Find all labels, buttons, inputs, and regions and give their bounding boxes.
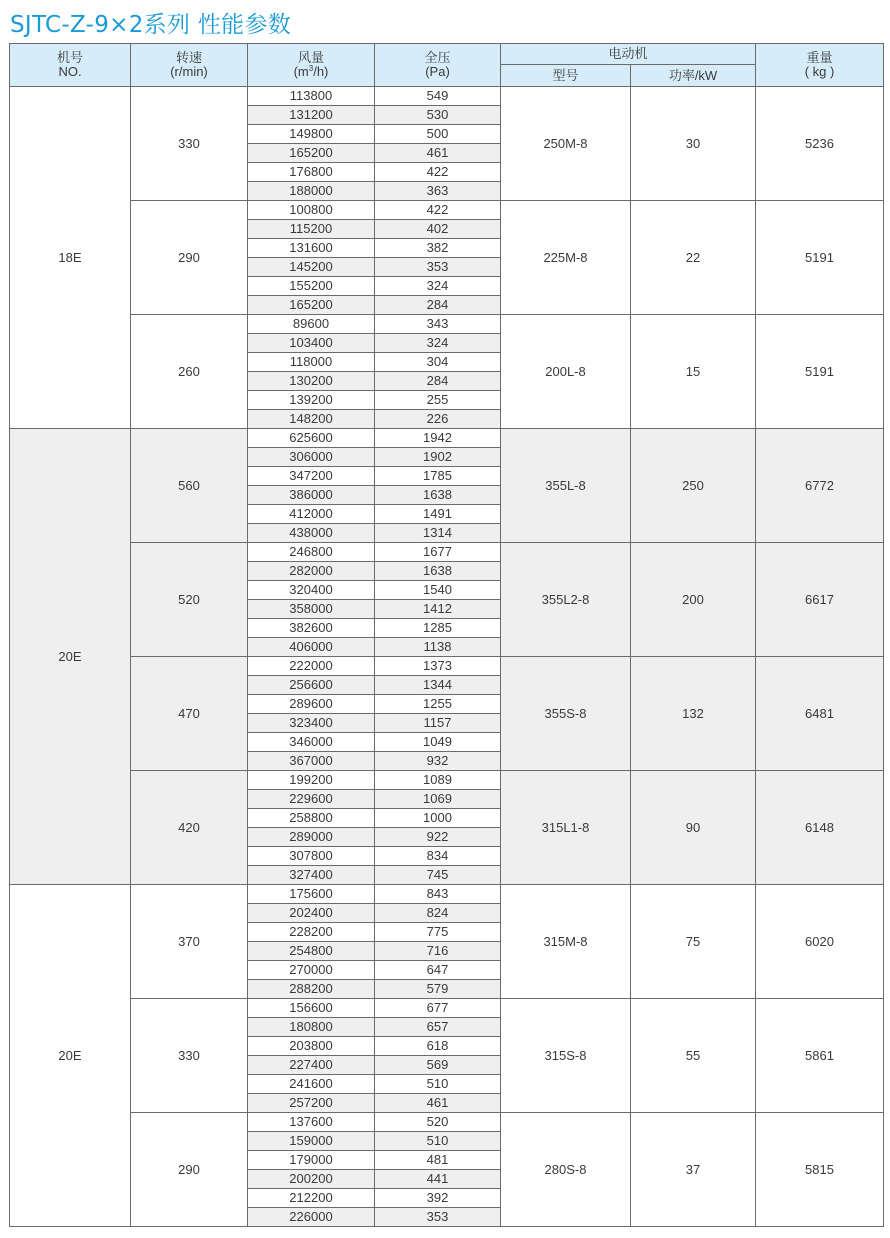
pressure-cell: 549: [375, 87, 501, 106]
header-speed-cn: 转速: [175, 50, 202, 65]
airflow-cell: 165200: [248, 296, 375, 315]
weight-cell: 5236: [756, 87, 884, 201]
pressure-cell: 775: [375, 923, 501, 942]
airflow-cell: 131600: [248, 239, 375, 258]
airflow-cell: 148200: [248, 410, 375, 429]
airflow-cell: 175600: [248, 885, 375, 904]
pressure-cell: 353: [375, 1208, 501, 1227]
speed-cell: 330: [131, 87, 248, 201]
pressure-cell: 402: [375, 220, 501, 239]
pressure-cell: 510: [375, 1132, 501, 1151]
airflow-cell: 165200: [248, 144, 375, 163]
airflow-cell: 155200: [248, 277, 375, 296]
airflow-cell: 179000: [248, 1151, 375, 1170]
table-row: [10, 885, 884, 904]
airflow-cell: 289000: [248, 828, 375, 847]
weight-cell: 6148: [756, 771, 884, 885]
header-speed-unit: (r/min): [170, 64, 208, 79]
airflow-cell: 346000: [248, 733, 375, 752]
speed-cell: 520: [131, 543, 248, 657]
table-row: [10, 87, 884, 106]
table-row: [10, 315, 884, 334]
airflow-cell: 367000: [248, 752, 375, 771]
pressure-cell: 284: [375, 372, 501, 391]
table-row: [10, 999, 884, 1018]
airflow-cell: 347200: [248, 467, 375, 486]
airflow-cell: 159000: [248, 1132, 375, 1151]
airflow-cell: 289600: [248, 695, 375, 714]
airflow-cell: 226000: [248, 1208, 375, 1227]
airflow-cell: 406000: [248, 638, 375, 657]
speed-cell: 290: [131, 201, 248, 315]
weight-cell: 5815: [756, 1113, 884, 1227]
header-airflow-unit: [248, 65, 374, 79]
pressure-cell: 1069: [375, 790, 501, 809]
airflow-cell: 212200: [248, 1189, 375, 1208]
motor-power-cell: 37: [631, 1113, 756, 1227]
speed-cell: 560: [131, 429, 248, 543]
table-body: [10, 87, 884, 1227]
pressure-cell: 284: [375, 296, 501, 315]
performance-table: [9, 43, 884, 1227]
motor-type-cell: 225M-8: [501, 201, 631, 315]
airflow-cell: 200200: [248, 1170, 375, 1189]
airflow-cell: 145200: [248, 258, 375, 277]
header-model-no-cn: 机号: [56, 50, 83, 65]
pressure-cell: 382: [375, 239, 501, 258]
pressure-cell: 932: [375, 752, 501, 771]
weight-cell: 6617: [756, 543, 884, 657]
pressure-cell: 1785: [375, 467, 501, 486]
airflow-cell: 288200: [248, 980, 375, 999]
header-pressure-cn: 全压: [424, 50, 451, 65]
airflow-cell: 156600: [248, 999, 375, 1018]
airflow-cell: 229600: [248, 790, 375, 809]
pressure-cell: 1491: [375, 505, 501, 524]
pressure-cell: 422: [375, 201, 501, 220]
pressure-cell: 922: [375, 828, 501, 847]
airflow-cell: 386000: [248, 486, 375, 505]
pressure-cell: 422: [375, 163, 501, 182]
airflow-cell: 188000: [248, 182, 375, 201]
pressure-cell: 510: [375, 1075, 501, 1094]
airflow-cell: 199200: [248, 771, 375, 790]
airflow-cell: 306000: [248, 448, 375, 467]
airflow-unit-pre: (m: [293, 64, 309, 79]
pressure-cell: 1255: [375, 695, 501, 714]
header-airflow-cn: 风量: [297, 50, 324, 65]
pressure-cell: 1373: [375, 657, 501, 676]
header-weight: [756, 44, 884, 87]
pressure-cell: 1344: [375, 676, 501, 695]
table-row: [10, 1113, 884, 1132]
airflow-cell: 131200: [248, 106, 375, 125]
motor-power-cell: 90: [631, 771, 756, 885]
header-model-no-en: NO.: [58, 64, 82, 79]
pressure-cell: 1089: [375, 771, 501, 790]
pressure-cell: 1942: [375, 429, 501, 448]
header-pressure-unit: (Pa): [425, 64, 450, 79]
weight-cell: 6481: [756, 657, 884, 771]
table-row: [10, 543, 884, 562]
motor-type-cell: 315S-8: [501, 999, 631, 1113]
motor-power-cell: 22: [631, 201, 756, 315]
pressure-cell: 1285: [375, 619, 501, 638]
header-motor-type: 型号: [501, 65, 631, 87]
motor-type-cell: 250M-8: [501, 87, 631, 201]
airflow-cell: 137600: [248, 1113, 375, 1132]
airflow-unit-post: /h): [313, 64, 329, 79]
pressure-cell: 255: [375, 391, 501, 410]
pressure-cell: 1638: [375, 486, 501, 505]
speed-cell: 290: [131, 1113, 248, 1227]
motor-power-cell: 55: [631, 999, 756, 1113]
airflow-cell: 327400: [248, 866, 375, 885]
weight-cell: 6020: [756, 885, 884, 999]
motor-power-cell: 250: [631, 429, 756, 543]
pressure-cell: 579: [375, 980, 501, 999]
airflow-cell: 222000: [248, 657, 375, 676]
motor-type-cell: 315M-8: [501, 885, 631, 999]
header-airflow: [248, 44, 375, 87]
pressure-cell: 392: [375, 1189, 501, 1208]
pressure-cell: 1412: [375, 600, 501, 619]
header-speed: [131, 44, 248, 87]
airflow-cell: 130200: [248, 372, 375, 391]
pressure-cell: 569: [375, 1056, 501, 1075]
model-no-cell: 18E: [10, 87, 131, 429]
speed-cell: 420: [131, 771, 248, 885]
header-weight-cn: 重量: [806, 50, 833, 65]
pressure-cell: 657: [375, 1018, 501, 1037]
pressure-cell: 1540: [375, 581, 501, 600]
pressure-cell: 647: [375, 961, 501, 980]
airflow-cell: 438000: [248, 524, 375, 543]
airflow-cell: 89600: [248, 315, 375, 334]
airflow-cell: 100800: [248, 201, 375, 220]
speed-cell: 470: [131, 657, 248, 771]
pressure-cell: 1000: [375, 809, 501, 828]
page-title: SJTC-Z-9×2系列 性能参数: [10, 12, 292, 38]
pressure-cell: 618: [375, 1037, 501, 1056]
pressure-cell: 500: [375, 125, 501, 144]
pressure-cell: 824: [375, 904, 501, 923]
weight-cell: 6772: [756, 429, 884, 543]
pressure-cell: 441: [375, 1170, 501, 1189]
header-model-no: [10, 44, 131, 87]
airflow-cell: 282000: [248, 562, 375, 581]
pressure-cell: 226: [375, 410, 501, 429]
pressure-cell: 1138: [375, 638, 501, 657]
pressure-cell: 834: [375, 847, 501, 866]
airflow-cell: 103400: [248, 334, 375, 353]
motor-power-cell: 200: [631, 543, 756, 657]
airflow-cell: 254800: [248, 942, 375, 961]
table-row: [10, 429, 884, 448]
airflow-cell: 202400: [248, 904, 375, 923]
speed-cell: 260: [131, 315, 248, 429]
pressure-cell: 1902: [375, 448, 501, 467]
pressure-cell: 745: [375, 866, 501, 885]
header-motor: 电动机: [501, 44, 756, 65]
pressure-cell: 1157: [375, 714, 501, 733]
airflow-cell: 241600: [248, 1075, 375, 1094]
airflow-cell: 149800: [248, 125, 375, 144]
pressure-cell: 481: [375, 1151, 501, 1170]
airflow-unit-sup: 3: [308, 64, 314, 73]
airflow-cell: 256600: [248, 676, 375, 695]
motor-power-cell: 132: [631, 657, 756, 771]
airflow-cell: 203800: [248, 1037, 375, 1056]
airflow-cell: 139200: [248, 391, 375, 410]
motor-type-cell: 315L1-8: [501, 771, 631, 885]
motor-power-cell: 15: [631, 315, 756, 429]
airflow-cell: 228200: [248, 923, 375, 942]
airflow-cell: 270000: [248, 961, 375, 980]
airflow-cell: 258800: [248, 809, 375, 828]
speed-cell: 370: [131, 885, 248, 999]
pressure-cell: 716: [375, 942, 501, 961]
airflow-cell: 257200: [248, 1094, 375, 1113]
pressure-cell: 843: [375, 885, 501, 904]
weight-cell: 5861: [756, 999, 884, 1113]
pressure-cell: 677: [375, 999, 501, 1018]
airflow-cell: 246800: [248, 543, 375, 562]
pressure-cell: 353: [375, 258, 501, 277]
airflow-cell: 115200: [248, 220, 375, 239]
pressure-cell: 324: [375, 277, 501, 296]
airflow-cell: 320400: [248, 581, 375, 600]
weight-cell: 5191: [756, 201, 884, 315]
airflow-cell: 180800: [248, 1018, 375, 1037]
airflow-cell: 323400: [248, 714, 375, 733]
pressure-cell: 1314: [375, 524, 501, 543]
header-pressure: [375, 44, 501, 87]
pressure-cell: 520: [375, 1113, 501, 1132]
motor-type-cell: 355L-8: [501, 429, 631, 543]
airflow-cell: 118000: [248, 353, 375, 372]
airflow-cell: 227400: [248, 1056, 375, 1075]
motor-power-cell: 30: [631, 87, 756, 201]
table-row: [10, 771, 884, 790]
motor-type-cell: 200L-8: [501, 315, 631, 429]
speed-cell: 330: [131, 999, 248, 1113]
header-motor-power: 功率/kW: [631, 65, 756, 87]
motor-type-cell: 355L2-8: [501, 543, 631, 657]
airflow-cell: 382600: [248, 619, 375, 638]
pressure-cell: 1677: [375, 543, 501, 562]
pressure-cell: 461: [375, 1094, 501, 1113]
weight-cell: 5191: [756, 315, 884, 429]
airflow-cell: 307800: [248, 847, 375, 866]
pressure-cell: 1049: [375, 733, 501, 752]
pressure-cell: 530: [375, 106, 501, 125]
airflow-cell: 176800: [248, 163, 375, 182]
model-no-cell: 20E: [10, 885, 131, 1227]
pressure-cell: 324: [375, 334, 501, 353]
motor-power-cell: 75: [631, 885, 756, 999]
table-row: [10, 201, 884, 220]
motor-type-cell: 355S-8: [501, 657, 631, 771]
motor-type-cell: 280S-8: [501, 1113, 631, 1227]
airflow-cell: 625600: [248, 429, 375, 448]
pressure-cell: 1638: [375, 562, 501, 581]
airflow-cell: 412000: [248, 505, 375, 524]
pressure-cell: 343: [375, 315, 501, 334]
pressure-cell: 461: [375, 144, 501, 163]
airflow-cell: 358000: [248, 600, 375, 619]
pressure-cell: 363: [375, 182, 501, 201]
table-row: [10, 657, 884, 676]
model-no-cell: 20E: [10, 429, 131, 885]
airflow-cell: 113800: [248, 87, 375, 106]
header-weight-unit: ( kg ): [804, 64, 835, 79]
pressure-cell: 304: [375, 353, 501, 372]
